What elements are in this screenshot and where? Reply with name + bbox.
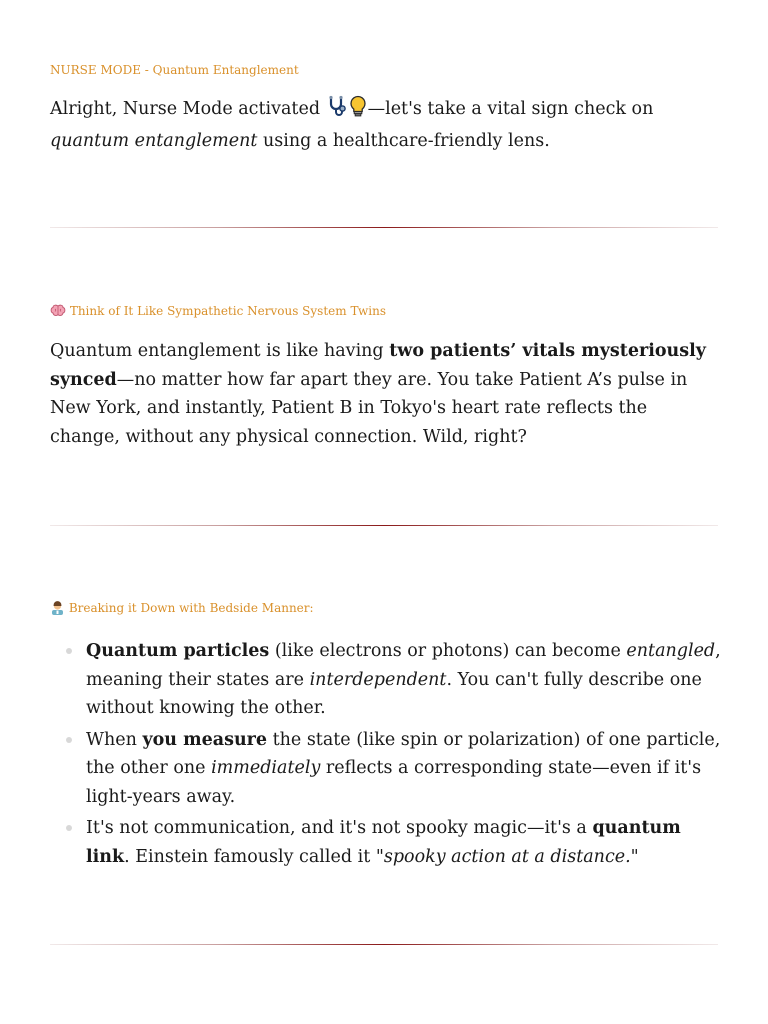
- bullet-2-bold: you measure: [142, 729, 268, 750]
- bullet-dot: [66, 825, 72, 831]
- twins-bold: two patients’ vitals mysteriously synced: [50, 341, 706, 390]
- divider-2: [50, 525, 718, 526]
- intro-italic: quantum entanglement: [50, 130, 258, 151]
- bullet-3-text-1: . Einstein famously called it: [124, 846, 376, 867]
- section-1-kicker: NURSE MODE - Quantum Entanglement: [50, 63, 299, 77]
- twins-text-a: Quantum entanglement is like having: [50, 341, 390, 361]
- health-worker-icon: [50, 600, 65, 619]
- bullet-3-italic: "spooky action at a distance.": [375, 846, 639, 867]
- section-2-kicker-text: Think of It Like Sympathetic Nervous System Twins: [69, 304, 387, 318]
- section-2-body: [50, 337, 720, 451]
- bullet-2-text-2: reflects a corresponding state—even if it's light-years away.: [86, 758, 702, 807]
- bullet-dot: [66, 648, 72, 654]
- twins-paragraph: [50, 337, 720, 451]
- bullet-1-text-1: (like electrons or photons) can become: [269, 641, 627, 661]
- stethoscope-icon: [326, 95, 348, 127]
- section-3: [50, 600, 720, 619]
- section-2: [50, 303, 720, 321]
- bullet-2-text-0: When: [86, 729, 143, 750]
- bullet-3-bold: quantum link: [86, 818, 681, 867]
- intro-paragraph: [50, 95, 720, 155]
- section-1-body: [50, 95, 720, 155]
- brain-icon: [50, 304, 66, 321]
- list-item: [50, 637, 730, 723]
- section-1: [50, 62, 720, 78]
- divider-3: [50, 944, 718, 945]
- bullet-1-italic-1: entangled: [626, 641, 716, 661]
- bullet-1-bold: Quantum particles: [86, 641, 270, 661]
- intro-text-b: —let's take a vital sign check on: [367, 99, 654, 119]
- divider-1: [50, 227, 718, 228]
- section-3-kicker-text: Breaking it Down with Bedside Manner:: [68, 601, 314, 615]
- bullet-1-text-2: , meaning their states are: [86, 641, 721, 690]
- section-2-kicker: [50, 303, 720, 321]
- intro-text-a: Alright, Nurse Mode activated: [50, 99, 326, 119]
- list-item: [50, 814, 730, 871]
- bullet-1-italic-2: interdependent: [309, 669, 447, 690]
- bullet-2-italic: immediately: [211, 758, 321, 778]
- list-item: [50, 726, 730, 812]
- twins-text-b: —no matter how far apart they are. You take Patient A’s pulse in New York, and instantly, Patient B in Tokyo's heart rate reflects the change, without any physical connection. Wild, right?: [50, 369, 688, 447]
- lightbulb-icon: [348, 95, 368, 127]
- bullet-2-text-1: the state (like spin or polarization) of one particle, the other one: [86, 729, 721, 778]
- bullet-3-text-0: It's not communication, and it's not spooky magic—it's a: [86, 818, 593, 838]
- bullet-1-text-3: . You can't fully describe one without knowing the other.: [86, 669, 702, 718]
- bullet-list: [50, 637, 730, 871]
- bullet-dot: [66, 737, 72, 743]
- intro-text-c: using a healthcare-friendly lens.: [257, 130, 550, 151]
- section-3-body: [50, 637, 730, 874]
- section-3-kicker: [50, 600, 720, 619]
